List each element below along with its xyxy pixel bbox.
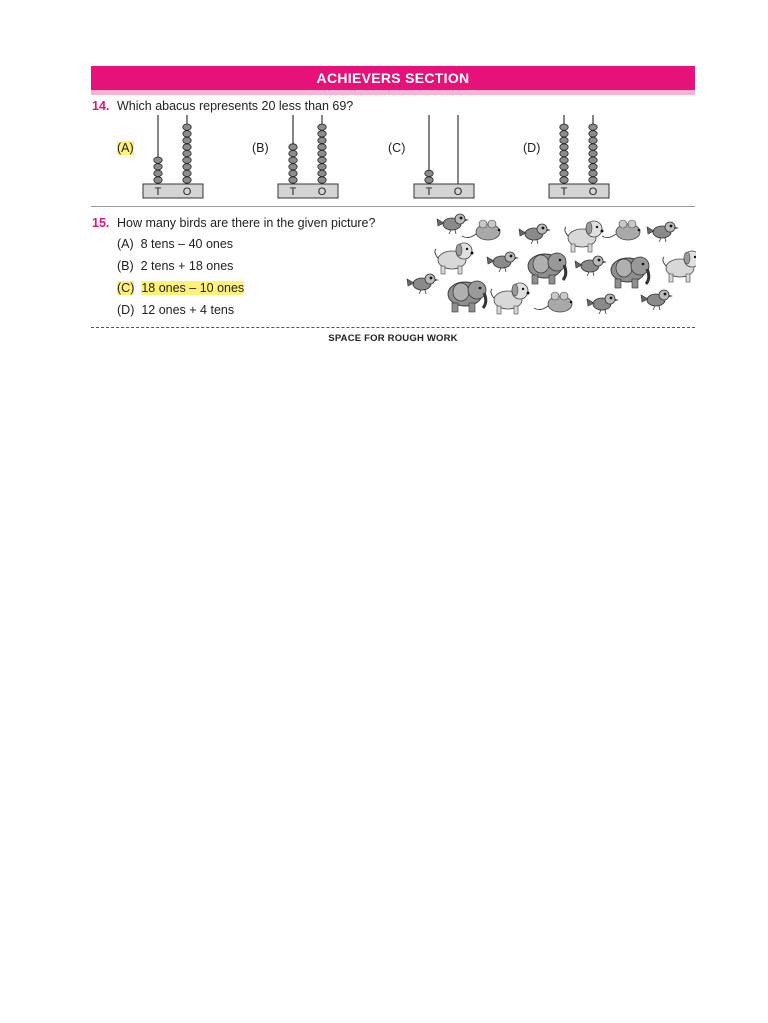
q14-option-a-label[interactable]: (A): [117, 141, 134, 155]
ones-bead: [183, 164, 191, 170]
abacus-c[interactable]: [414, 113, 474, 201]
abacus-base: [549, 184, 609, 198]
ones-bead: [318, 144, 326, 150]
banner-underline: [91, 90, 695, 95]
tens-bead: [289, 177, 297, 183]
question-15-number: 15.: [92, 216, 110, 230]
ones-bead: [589, 170, 597, 176]
ones-bead: [318, 164, 326, 170]
tens-bead: [560, 170, 568, 176]
rough-work-divider: [91, 327, 695, 328]
question-15-text: How many birds are there in the given picture?: [117, 216, 376, 230]
rough-work-label: SPACE FOR ROUGH WORK: [328, 333, 458, 344]
ones-place-label: O: [182, 186, 192, 198]
ones-place-label: O: [317, 186, 327, 198]
q15-option-a[interactable]: [117, 237, 233, 251]
q15-option-a-label: (A): [117, 237, 134, 251]
section-banner: ACHIEVERS SECTION: [91, 66, 695, 90]
tens-bead: [425, 170, 433, 176]
tens-bead: [289, 144, 297, 150]
tens-bead: [154, 164, 162, 170]
q15-option-a-text: 8 tens – 40 ones: [140, 237, 234, 251]
ones-bead: [318, 170, 326, 176]
tens-bead: [560, 124, 568, 130]
tens-bead: [289, 170, 297, 176]
ones-place-label: O: [453, 186, 463, 198]
ones-place-label: O: [588, 186, 598, 198]
tens-bead: [560, 144, 568, 150]
q15-option-d-text: 12 ones + 4 tens: [141, 303, 235, 317]
animals-picture: [400, 208, 696, 324]
tens-place-label: T: [289, 186, 297, 198]
ones-bead: [183, 137, 191, 143]
abacus-a[interactable]: [143, 113, 203, 201]
abacus-base: [278, 184, 338, 198]
tens-bead: [560, 137, 568, 143]
ones-bead: [589, 124, 597, 130]
q15-option-c[interactable]: [117, 281, 244, 295]
ones-bead: [318, 177, 326, 183]
tens-bead: [560, 150, 568, 156]
tens-bead: [560, 177, 568, 183]
q15-option-b-text: 2 tens + 18 ones: [140, 259, 234, 273]
abacus-base: [414, 184, 474, 198]
q15-option-d[interactable]: [117, 303, 234, 317]
ones-bead: [589, 177, 597, 183]
ones-bead: [318, 131, 326, 137]
q14-option-d-label[interactable]: (D): [523, 141, 541, 155]
q14-option-c-label[interactable]: (C): [388, 141, 406, 155]
ones-bead: [183, 150, 191, 156]
ones-bead: [318, 137, 326, 143]
tens-bead: [560, 164, 568, 170]
ones-bead: [318, 157, 326, 163]
tens-bead: [560, 157, 568, 163]
tens-place-label: T: [560, 186, 568, 198]
abacus-d[interactable]: [549, 113, 609, 201]
ones-bead: [183, 157, 191, 163]
ones-bead: [183, 131, 191, 137]
ones-bead: [318, 124, 326, 130]
q15-option-b[interactable]: [117, 259, 233, 273]
tens-bead: [154, 177, 162, 183]
ones-bead: [589, 164, 597, 170]
question-14-number: 14.: [92, 99, 110, 113]
ones-bead: [183, 170, 191, 176]
tens-bead: [289, 164, 297, 170]
tens-bead: [154, 170, 162, 176]
tens-bead: [425, 177, 433, 183]
ones-bead: [183, 177, 191, 183]
ones-bead: [589, 150, 597, 156]
ones-bead: [183, 144, 191, 150]
ones-bead: [589, 157, 597, 163]
tens-bead: [289, 157, 297, 163]
q15-option-c-label: (C): [117, 281, 135, 295]
question-14-text: Which abacus represents 20 less than 69?: [117, 99, 354, 113]
abacus-base: [143, 184, 203, 198]
question-divider: [91, 206, 695, 207]
tens-bead: [289, 150, 297, 156]
tens-place-label: T: [425, 186, 433, 198]
ones-bead: [589, 144, 597, 150]
tens-place-label: T: [154, 186, 162, 198]
q15-option-b-label: (B): [117, 259, 134, 273]
ones-bead: [183, 124, 191, 130]
q15-option-d-label: (D): [117, 303, 135, 317]
q14-option-b-label[interactable]: (B): [252, 141, 269, 155]
ones-bead: [589, 131, 597, 137]
tens-bead: [154, 157, 162, 163]
ones-bead: [318, 150, 326, 156]
ones-bead: [589, 137, 597, 143]
abacus-b[interactable]: [278, 113, 338, 201]
q15-option-c-text: 18 ones – 10 ones: [141, 281, 245, 295]
tens-bead: [560, 131, 568, 137]
